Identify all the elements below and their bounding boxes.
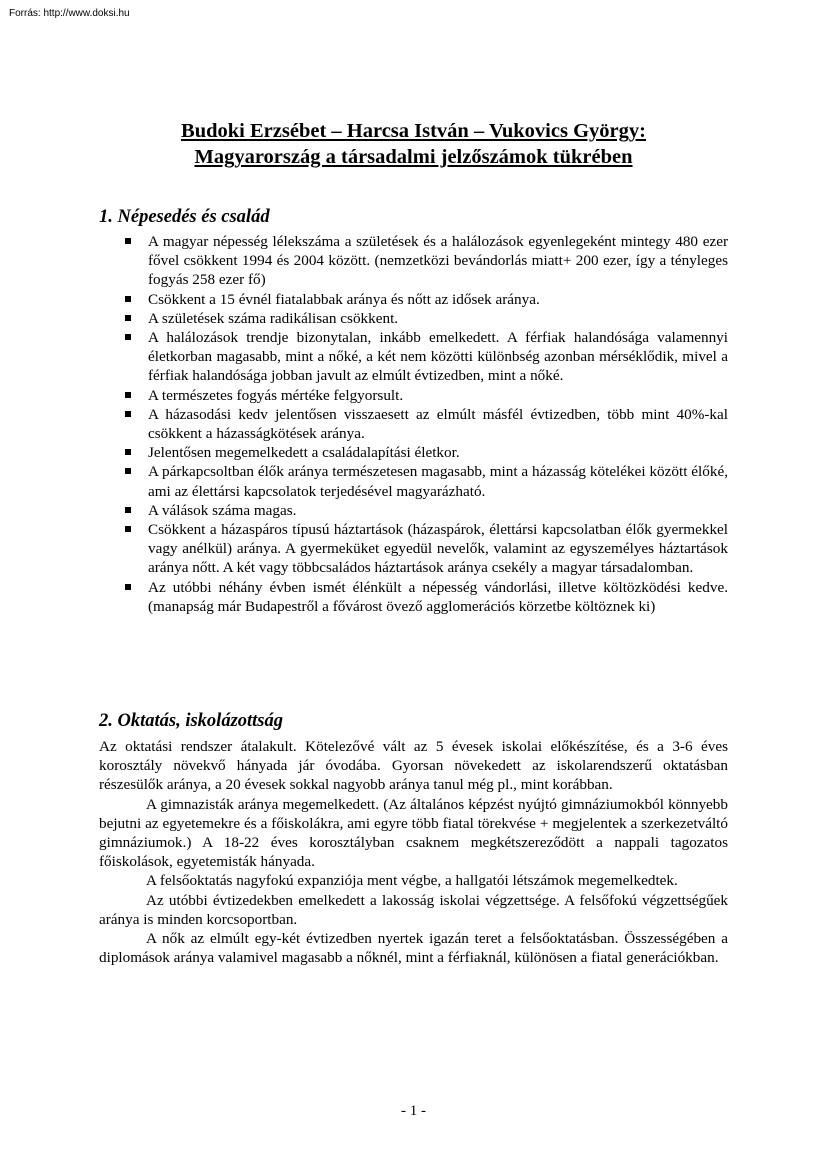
bullet-square-icon — [125, 315, 131, 321]
section1-heading: 1. Népesedés és család — [99, 207, 270, 227]
title-authors: Budoki Erzsébet – Harcsa István – Vukovics György: — [181, 120, 646, 142]
paragraph: A felsőoktatás nagyfokú expanziója ment végbe, a hallgatói létszámok megemelkedtek. — [146, 872, 678, 890]
paragraph: A nők az elmúlt egy-két évtizedben nyertek igazán teret a felsőoktatásban. Összességében a diplomások aránya valamivel magasabb a nőknél, mint a férfiaknál, különösen a fiatal generációkban. — [99, 930, 728, 967]
bullet-square-icon — [125, 334, 131, 340]
bullet-square-icon — [125, 584, 131, 590]
bullet-square-icon — [125, 411, 131, 417]
section1-bullet-list — [99, 232, 728, 616]
source-line: Forrás: http://www.doksi.hu — [9, 8, 130, 19]
list-item: A magyar népesség lélekszáma a születések és a halálozások egyenlegeként mintegy 480 ezer fővel csökkent 1994 és 2004 között. (nemzetközi bevándorlás miatt+ 200 ezer, így a tényleges fogyás 258 ezer fő) — [99, 232, 728, 290]
paragraph: Az utóbbi évtizedekben emelkedett a lakosság iskolai végzettsége. A felsőfokú végzettségűek aránya is minden korcsoportban. — [99, 891, 728, 928]
list-item: A természetes fogyás mértéke felgyorsult. — [99, 386, 728, 405]
list-item: A párkapcsoltban élők aránya természetesen magasabb, mint a házasság kötelékei között élőké, ami az élettársi kapcsolatok terjedésével magyarázható. — [99, 462, 728, 500]
paragraph: A gimnazisták aránya megemelkedett. (Az általános képzést nyújtó gimnáziumokból könnyebb bejutni az egyetemekre és a főiskolákra, ami egyre több fiatal törekvése + megjelentek a szerkezetváltó gimnáziumok.) A 18-22 éves korosztályban csaknem megkétszereződött a nappali tagozatos főiskolások, egyetemisták hányada. — [99, 795, 728, 871]
page-number: - 1 - — [401, 1103, 426, 1119]
bullet-square-icon — [125, 449, 131, 455]
title-main: Magyarország a társadalmi jelzőszámok tükrében — [194, 146, 633, 168]
bullet-square-icon — [125, 526, 131, 532]
document-title — [99, 118, 728, 170]
list-item: Az utóbbi néhány évben ismét élénkült a népesség vándorlási, illetve költözködési kedve. (manapság már Budapestről a fővárost övező agglomerációs körzetbe költöznek ki) — [99, 578, 728, 616]
bullet-square-icon — [125, 392, 131, 398]
bullet-square-icon — [125, 468, 131, 474]
section2-body — [99, 737, 728, 967]
list-item: Jelentősen megemelkedett a családalapítási életkor. — [99, 443, 728, 462]
list-item: Csökkent a 15 évnél fiatalabbak aránya és nőtt az idősek aránya. — [99, 290, 728, 309]
list-item: Csökkent a házaspáros típusú háztartások (házaspárok, élettársi kapcsolatban élők gyermekkel vagy anélkül) aránya. A gyermeküket egyedül nevelők, valamint az egyszemélyes háztartások aránya nőtt. A két vagy többcsaládos háztartások aránya csekély a magyar társadalomban. — [99, 520, 728, 578]
list-item: A válások száma magas. — [99, 501, 728, 520]
section2-heading: 2. Oktatás, iskolázottság — [99, 711, 283, 731]
bullet-square-icon — [125, 238, 131, 244]
bullet-square-icon — [125, 507, 131, 513]
list-item: A házasodási kedv jelentősen visszaesett az elmúlt másfél évtizedben, több mint 40%-kal csökkent a házasságkötések aránya. — [99, 405, 728, 443]
paragraph: Az oktatási rendszer átalakult. Kötelezővé vált az 5 évesek iskolai előkészítése, és a 3-6 éves korosztály növekvő hányada jár óvodába. Gyorsan növekedett az iskolarendszerű oktatásban részesülők aránya, a 20 évesek sokkal nagyobb aránya tanul még pl., mint korábban. — [99, 738, 728, 794]
bullet-square-icon — [125, 296, 131, 302]
list-item: A halálozások trendje bizonytalan, inkább emelkedett. A férfiak halandósága valamennyi életkorban magasabb, mint a nőké, a két nem közötti különbség azonban mérséklődik, mivel a férfiak halandósága jobban javult az elmúlt évtizedben, mint a nőké. — [99, 328, 728, 386]
list-item: A születések száma radikálisan csökkent. — [99, 309, 728, 328]
